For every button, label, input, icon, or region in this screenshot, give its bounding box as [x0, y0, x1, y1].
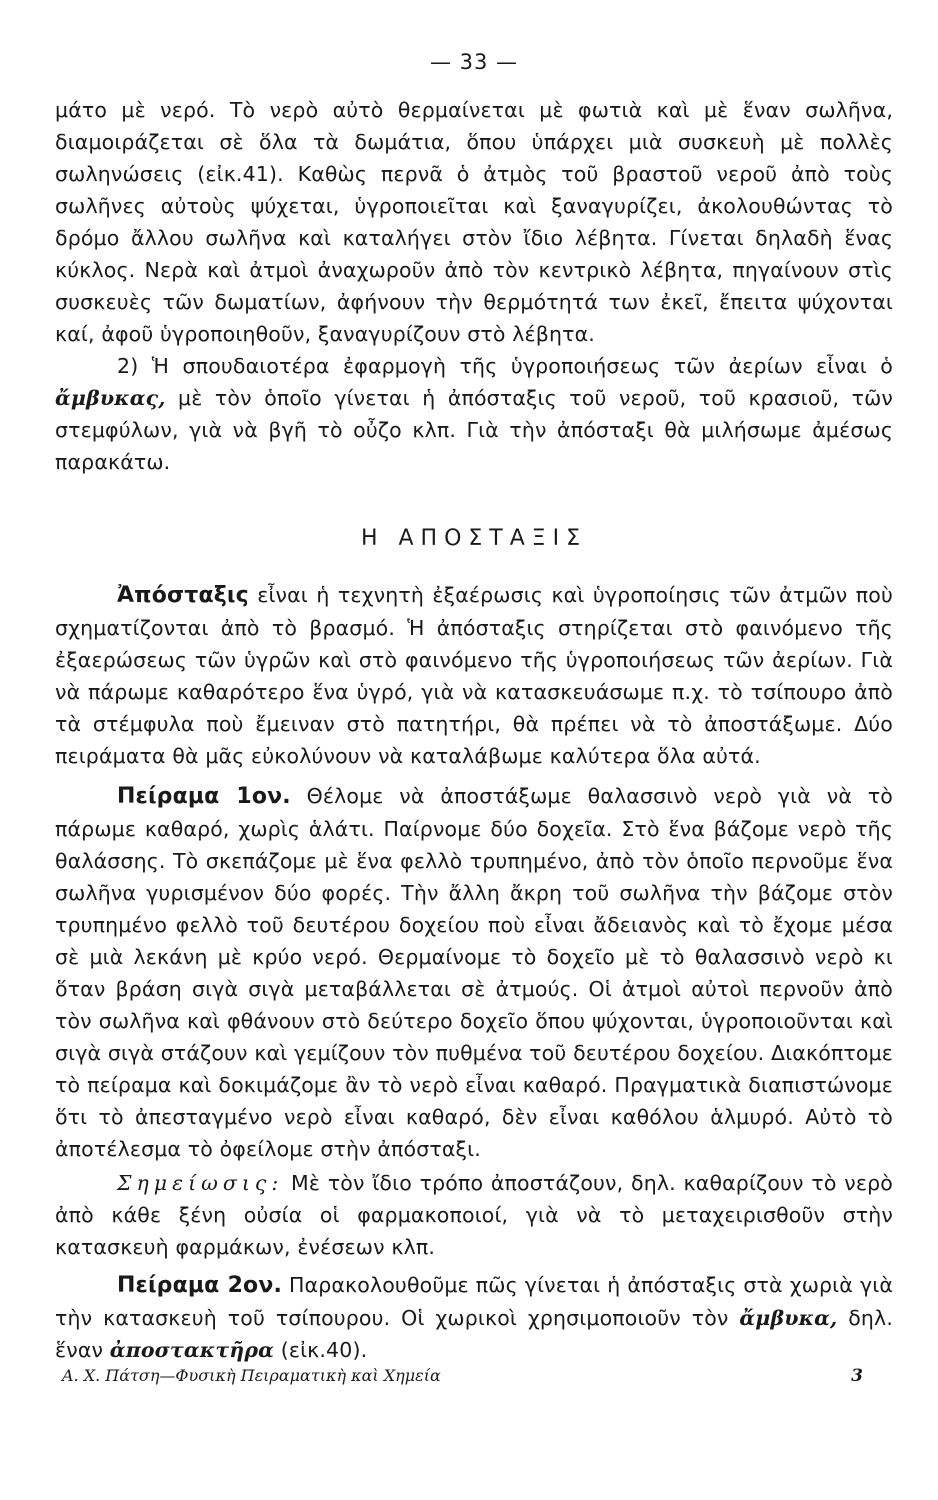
- term-distiller: ἀποστακτῆρα: [109, 1338, 275, 1362]
- page-content: [55, 45, 893, 1366]
- footer-signature-mark: 3: [851, 1366, 863, 1386]
- paragraph-note: [55, 1167, 893, 1263]
- paragraph-heating-cycle: μάτο μὲ νερό. Τὸ νερὸ αὐτὸ θερμαίνεται μὲ φωτιὰ καὶ μὲ ἕναν σωλῆνα, διαμοιράζεται σὲ ὅλα τὰ δωμάτια, ὅπου ὑπάρχει μιὰ συσκευὴ μὲ πολλὲς σωληνώσεις (εἰκ.41). Καθὼς περνᾶ ὁ ἀτμὸς τοῦ βραστοῦ νεροῦ ἀπὸ τοὺς σωλῆνες αὐτοὺς ψύχεται, ὑγροποιεῖται καὶ ξαναγυρίζει, ἀκολουθώντας τὸ δρόμο ἄλλου σωλῆνα καὶ καταλήγει στὸν ἴδιο λέβητα. Γίνεται δηλαδὴ ἕνας κύκλος. Νερὰ καὶ ἀτμοὶ ἀναχωροῦν ἀπὸ τὸν κεντρικὸ λέβητα, πηγαίνουν στὶς συσκευὲς τῶν δωματίων, ἀφήνουν τὴν θερμότητά των ἐκεῖ, ἔπειτα ψύχονται καί, ἀφοῦ ὑγροποιηθοῦν, ξαναγυρίζουν στὸ λέβητα.: [55, 98, 893, 346]
- experiment-2-text: δηλ. ἕναν: [55, 1306, 893, 1362]
- experiment-1-text: Θέλομε νὰ ἀποστάξωμε θαλασσινὸ νερὸ γιὰ νὰ τὸ πάρωμε καθαρό, χωρὶς ἁλάτι. Παίρνομε δύο δοχεῖα. Στὸ ἕνα βάζομε νερὸ τῆς θαλάσσης. Τὸ σκεπάζομε μὲ ἕνα φελλὸ τρυπημένο, ἀπὸ τὸν ὁποῖο περνοῦμε ἕνα σωλῆνα γυρισμένον δύο φορές. Τὴν ἄλλη ἄκρη τοῦ σωλῆνα τὴν βάζομε στὸν τρυπημένο φελλὸ τοῦ δευτέρου δοχείου ποὺ εἶναι ἄδειανὸς καὶ τὸ ἔχομε μέσα σὲ μιὰ λεκάνη μὲ κρύο νερό. Θερμαίνομε τὸ δοχεῖο μὲ τὸ θαλασσινὸ νερὸ κι ὅταν βράση σιγὰ σιγὰ μεταβάλλεται σὲ ἀτμούς. Οἱ ἀτμοὶ αὐτοὶ περνοῦν ἀπὸ τὸν σωλῆνα καὶ φθάνουν στὸ δεύτερο δοχεῖο ὅπου ψύχονται, ὑγροποιοῦνται καὶ σιγὰ σιγὰ στάζουν καὶ γεμίζουν τὸν πυθμένα τοῦ δευτέρου δοχείου. Διακόπτομε τὸ πείραμα καὶ δοκιμάζομε ἂν τὸ νερὸ εἶναι καθαρό. Πραγματικὰ διαπιστώνομε ὅτι τὸ ἀπεσταγμένο νερὸ εἶναι καθαρό, δὲν εἶναι καθόλου ἁλμυρό. Αὐτὸ τὸ ἀποτέλεσμα τὸ ὀφείλομε στὴν ἀπόσταξι.: [55, 784, 893, 1161]
- section-heading: Η ΑΠΟΣΤΑΞΙΣ: [360, 526, 588, 551]
- term-still-2: ἄμβυκα,: [739, 1306, 838, 1330]
- paragraph-still-application: [55, 350, 893, 478]
- note-label: Σημείωσις:: [117, 1171, 284, 1195]
- page-footer: [62, 1366, 863, 1386]
- note-text: Μὲ τὸν ἴδιο τρόπο ἀποστάζουν, δηλ. καθαρίζουν τὸ νερὸ ἀπὸ κάθε ξένη οὐσία οἱ φαρμακοποιοί, γιὰ νὰ τὸ μεταχειρισθοῦν στὴν κατασκευὴ φαρμάκων, ἐνέσεων κλπ.: [55, 1171, 893, 1259]
- footer-book-title: Α. Χ. Πάτση—Φυσικὴ Πειραματικὴ καὶ Χημεία: [62, 1366, 441, 1385]
- paragraph-experiment-1: [55, 780, 893, 1165]
- experiment-1-label: Πείραμα 1ον.: [117, 784, 291, 809]
- paragraph-text: μὲ τὸν ὁποῖο γίνεται ἡ ἀπόσταξις τοῦ νεροῦ, τοῦ κρασιοῦ, τῶν στεμφύλων, γιὰ νὰ βγῆ τὸ οὖζο κλπ. Γιὰ τὴν ἀπόσταξι θὰ μιλήσωμε ἀμέσως παρακάτω.: [55, 386, 893, 474]
- paragraph-text: 2) Ἡ σπουδαιοτέρα ἐφαρμογὴ τῆς ὑγροποιήσεως τῶν ἀερίων εἶναι ὁ: [117, 354, 893, 378]
- experiment-2-text: Παρακολουθοῦμε πῶς γίνεται ἡ ἀπόσταξις στὰ χωριὰ γιὰ τὴν κατασκευὴ τοῦ τσίπουρου. Οἱ χωρικοὶ χρησιμοποιοῦν τὸν: [55, 1273, 893, 1330]
- experiment-2-text: (εἰκ.40).: [274, 1338, 368, 1362]
- definition-text: εἶναι ἡ τεχνητὴ ἐξαέρωσις καὶ ὑγροποίησις τῶν ἀτμῶν ποὺ σχηματίζονται ἀπὸ τὸ βρασμό. Ἡ ἀπόσταξις στηρίζεται στὸ φαινόμενο τῆς ἐξαερώσεως τῶν ὑγρῶν καὶ στὸ φαινόμενο τῆς ὑγροποιήσεως τῶν ἀερίων. Γιὰ νὰ πάρωμε καθαρότερο ἕνα ὑγρό, γιὰ νὰ κατασκευάσωμε π.χ. τὸ τσίπουρο ἀπὸ τὰ στέμφυλα ποὺ ἔμειναν στὸ πατητήρι, θὰ πρέπει νὰ τὸ ἀποστάξωμε. Δύο πειράματα θὰ μᾶς εὐκολύνουν νὰ καταλάβωμε καλύτερα ὅλα αὐτά.: [55, 583, 893, 768]
- definition-term: Ἀπόσταξις: [117, 583, 249, 608]
- paragraph-definition: [55, 579, 893, 772]
- paragraph-experiment-2: [55, 1269, 893, 1366]
- term-still: ἄμβυκας,: [55, 386, 166, 410]
- page-number: — 33 —: [429, 50, 519, 74]
- experiment-2-label: Πείραμα 2ον.: [117, 1273, 282, 1298]
